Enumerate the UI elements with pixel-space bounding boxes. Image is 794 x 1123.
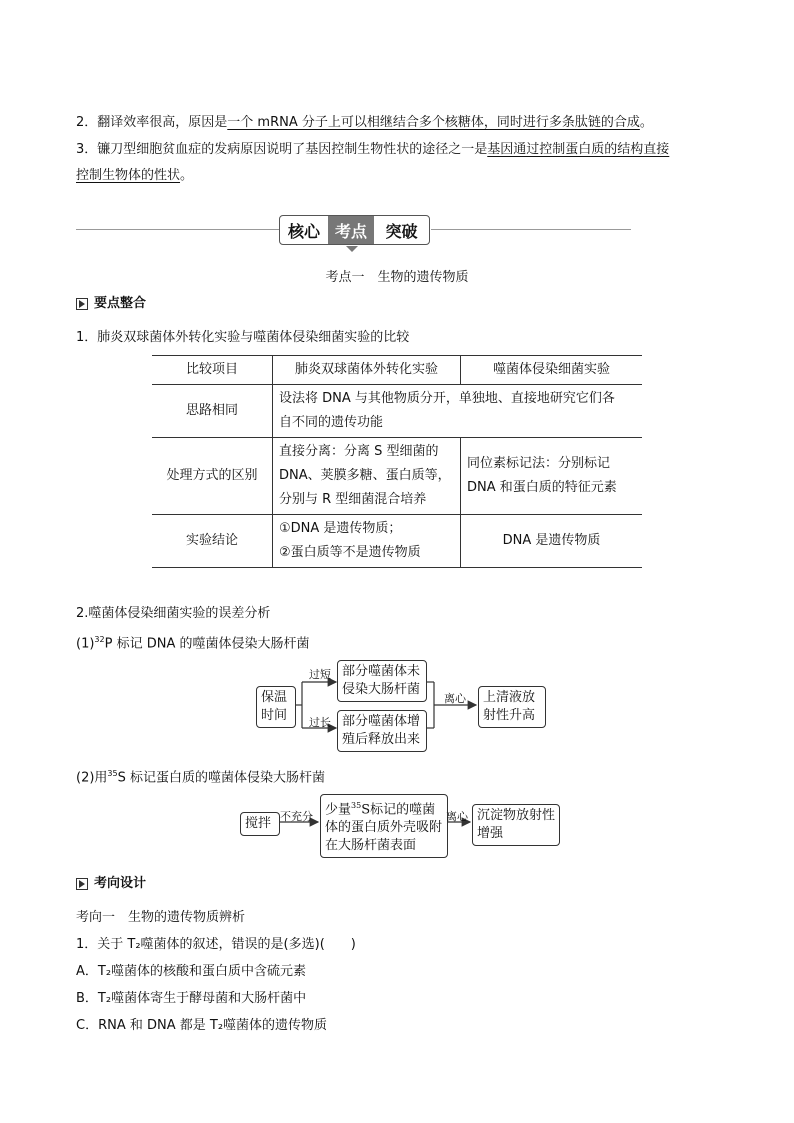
cell-line: DNA、荚膜多糖、蛋白质等， xyxy=(279,468,451,483)
flow-2-mid-box xyxy=(320,794,448,858)
box-line: 上清液放 xyxy=(483,690,536,705)
flow-1-box-b xyxy=(337,710,427,752)
banner-rule-right xyxy=(431,229,631,230)
table-header-cell: 比较项目 xyxy=(152,356,273,385)
flow-1-arrow-label: 离心 xyxy=(444,692,466,705)
box-line: 射性升高 xyxy=(483,708,536,723)
section-banner xyxy=(279,215,430,245)
section-heading-directions xyxy=(76,872,146,896)
banner-pointer xyxy=(346,246,358,252)
sub-1-prefix: (1) xyxy=(76,636,95,652)
point-3-underlined-2: 控制生物体的性状 xyxy=(76,168,181,183)
flow-2-result-box xyxy=(472,804,560,846)
box-text: S标记的噬菌 xyxy=(361,802,436,818)
cell-line: DNA 和蛋白质的特征元素 xyxy=(467,480,617,495)
box-line: 体的蛋白质外壳吸附 xyxy=(325,820,443,836)
box-line: 部分噬菌体增 xyxy=(342,714,421,729)
box-line: 部分噬菌体未 xyxy=(342,664,421,679)
box-line: 殖后释放出来 xyxy=(342,732,421,747)
cell-line: 自不同的遗传功能 xyxy=(279,415,384,430)
box-text: 少量 xyxy=(325,802,352,818)
banner-rule-left xyxy=(76,229,279,230)
sub-2-text: S 标记蛋白质的噬菌体侵染大肠杆菌 xyxy=(117,770,325,786)
point-3-line1 xyxy=(76,137,718,163)
cell-line: 分别与 R 型细菌混合培养 xyxy=(279,492,427,507)
option-c: C．RNA 和 DNA 都是 T₂噬菌体的遗传物质 xyxy=(76,1018,328,1033)
play-icon xyxy=(76,878,88,890)
table-header-row xyxy=(152,356,642,385)
question-stem: 1．关于 T₂噬菌体的叙述，错误的是(多选)( ) xyxy=(76,937,356,952)
play-icon xyxy=(76,298,88,310)
sub-1-text: P 标记 DNA 的噬菌体侵染大肠杆菌 xyxy=(104,636,310,652)
box-line: 时间 xyxy=(261,708,288,723)
point-3-underlined: 基因通过控制蛋白质的结构直接 xyxy=(487,142,670,157)
sub-item-2 xyxy=(76,762,325,790)
flow-1-short-label: 过短 xyxy=(309,668,331,681)
sub-2-prefix: (2)用 xyxy=(76,770,108,786)
comparison-table xyxy=(152,355,642,568)
table-cell xyxy=(273,515,461,568)
flow-2-arrow-label: 离心 xyxy=(446,810,468,823)
flow-2-cond-label: 不充分 xyxy=(280,810,313,823)
sub-1-sup: 32 xyxy=(94,635,105,644)
point-3-line2 xyxy=(76,163,718,189)
box-line xyxy=(325,797,443,819)
table-row-label: 思路相同 xyxy=(152,385,273,438)
table-row xyxy=(152,385,642,438)
table-header-cell: 噬菌体侵染细菌实验 xyxy=(461,356,643,385)
option-b: B．T₂噬菌体寄生于酵母菌和大肠杆菌中 xyxy=(76,991,307,1006)
box-line: 保温 xyxy=(261,690,288,705)
direction-1: 考向一 生物的遗传物质辨析 xyxy=(76,910,246,925)
option-a: A．T₂噬菌体的核酸和蛋白质中含硫元素 xyxy=(76,964,307,979)
table-row-label: 实验结论 xyxy=(152,515,273,568)
cell-line: 同位素标记法：分别标记 xyxy=(467,456,611,471)
table-header-cell: 肺炎双球菌体外转化实验 xyxy=(273,356,461,385)
table-row-label: 处理方式的区别 xyxy=(152,438,273,515)
item-2-title: 2.噬菌体侵染细菌实验的误差分析 xyxy=(76,606,271,621)
table-cell xyxy=(273,385,643,438)
table-row xyxy=(152,438,642,515)
point-3-suffix: 。 xyxy=(180,168,194,183)
cell-line: ②蛋白质等不是遗传物质 xyxy=(279,545,421,560)
point-2-suffix: 。 xyxy=(639,115,653,130)
sub-2-sup: 35 xyxy=(107,769,118,778)
table-cell xyxy=(461,438,643,515)
box-line: 增强 xyxy=(477,826,504,841)
item-1-title: 1．肺炎双球菌体外转化实验与噬菌体侵染细菌实验的比较 xyxy=(76,330,410,345)
point-2 xyxy=(76,110,718,136)
box-line: 在大肠杆菌表面 xyxy=(325,838,417,854)
box-line: 沉淀物放射性 xyxy=(477,808,556,823)
flow-1-result-box xyxy=(478,686,546,728)
section-2-label: 考向设计 xyxy=(94,876,147,891)
table-cell: DNA 是遗传物质 xyxy=(461,515,643,568)
table-row xyxy=(152,515,642,568)
section-1-label: 要点整合 xyxy=(94,296,147,311)
banner-part-3: 突破 xyxy=(385,221,418,241)
flow-1-long-label: 过长 xyxy=(309,716,331,729)
topic-title: 考点一 生物的遗传物质 xyxy=(325,270,469,285)
flow-1-start-box xyxy=(256,686,296,728)
box-line: 侵染大肠杆菌 xyxy=(342,682,421,697)
flow-2-start-box: 搅拌 xyxy=(240,812,280,836)
section-heading-key-points xyxy=(76,292,146,316)
sub-item-1 xyxy=(76,628,309,656)
cell-line: 设法将 DNA 与其他物质分开，单独地、直接地研究它们各 xyxy=(279,391,615,406)
box-sup: 35 xyxy=(351,801,362,810)
cell-line: ①DNA 是遗传物质； xyxy=(279,521,402,536)
point-3-text: 3．镰刀型细胞贫血症的发病原因说明了基因控制生物性状的途径之一是 xyxy=(76,142,488,157)
flow-1-box-a xyxy=(337,660,427,702)
cell-line: 直接分离：分离 S 型细菌的 xyxy=(279,444,439,459)
point-2-text: 2．翻译效率很高，原因是 xyxy=(76,115,228,130)
banner-part-2: 考点 xyxy=(328,216,374,244)
banner-part-1: 核心 xyxy=(287,221,320,241)
point-2-underlined: 一个 mRNA 分子上可以相继结合多个核糖体，同时进行多条肽链的合成 xyxy=(227,115,640,130)
table-cell xyxy=(273,438,461,515)
